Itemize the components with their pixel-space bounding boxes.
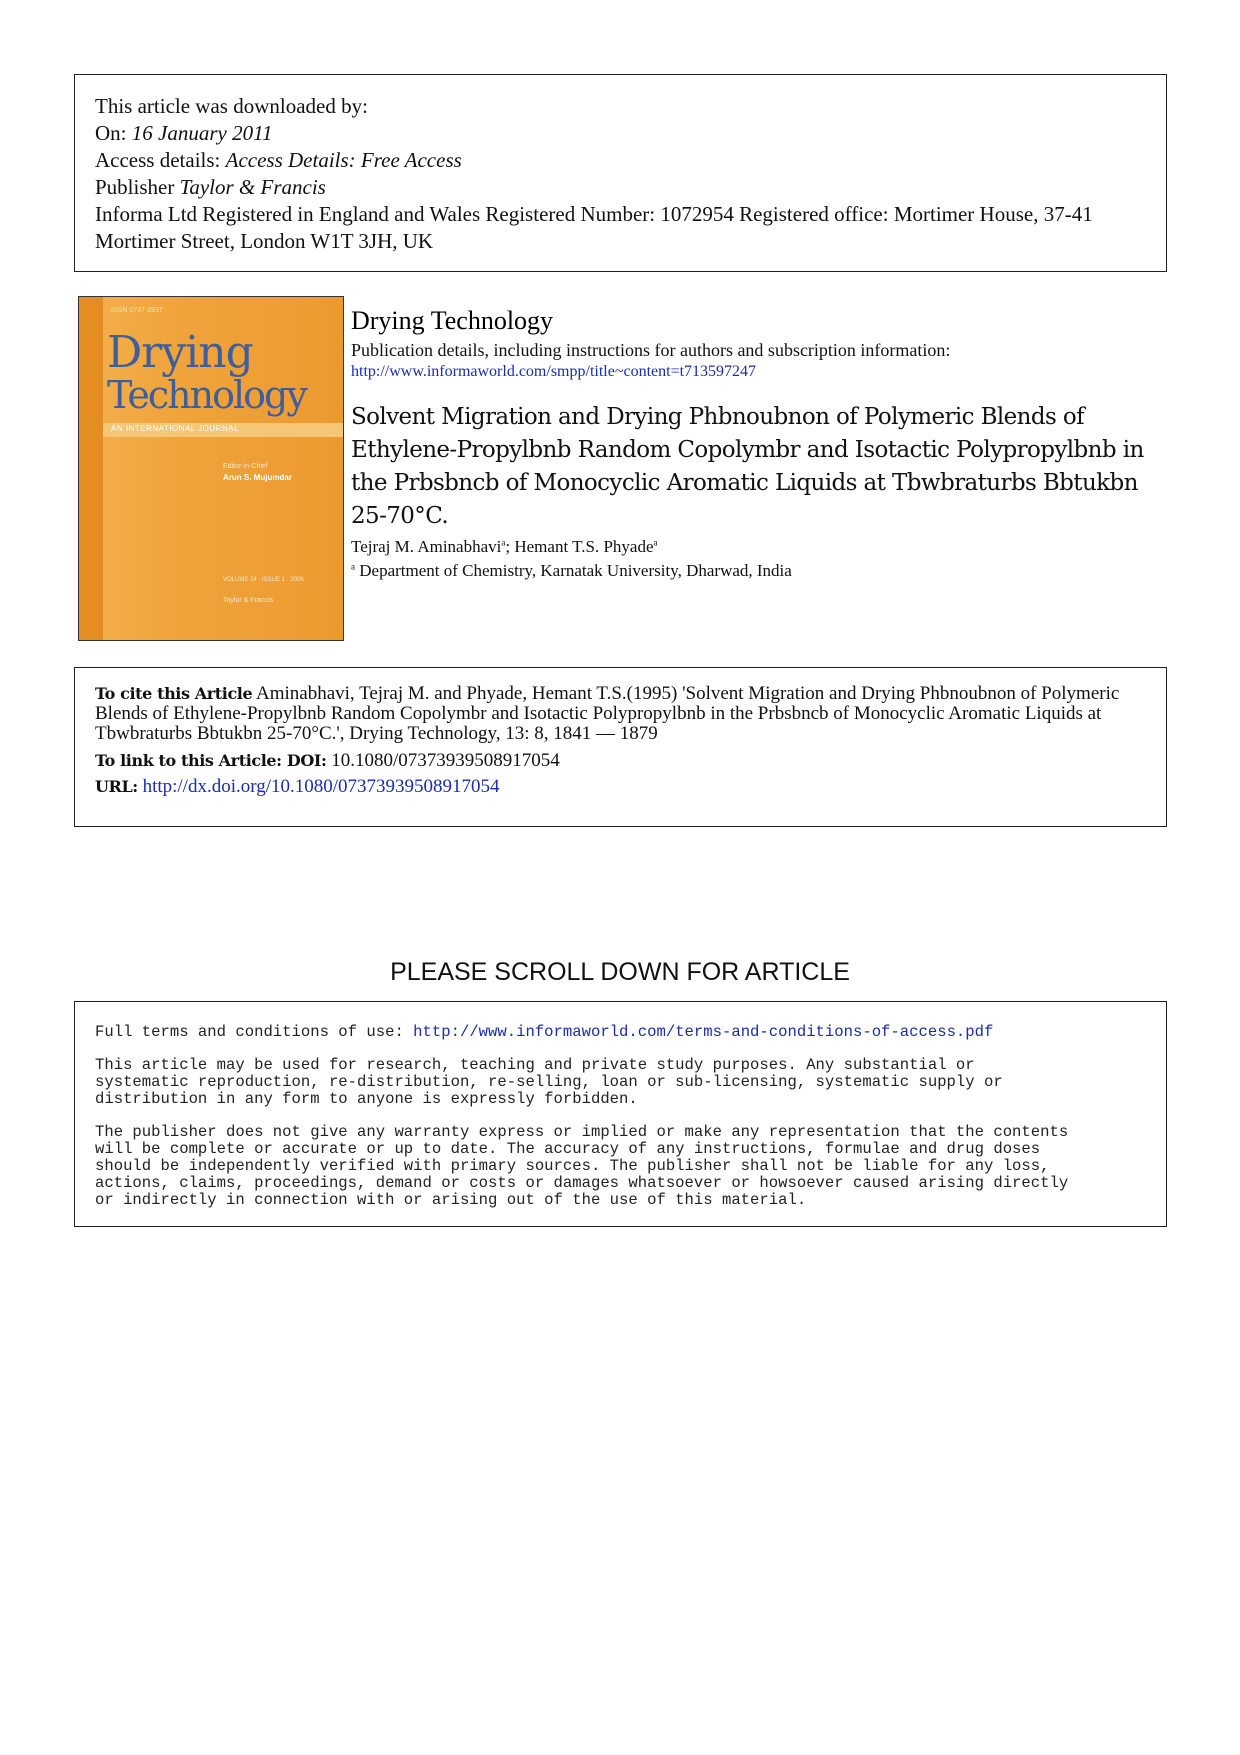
url-label: URL: [95, 777, 138, 796]
cite-label: To cite this Article [95, 684, 253, 703]
access-value: Access Details: Free Access [225, 148, 462, 172]
journal-title: Drying Technology [351, 306, 554, 335]
terms-paragraph-2: The publisher does not give any warranty express or implied or make any representation that the contents will be complete or accurate or up to date. The accuracy of any instructions, formulae and drug doses should be independently verified with primary sources. The publisher shall not be liable for any loss, actions, claims, proceedings, demand or costs or damages whatsoever or howsoever caused arising directly or indirectly in connection with or arising out of the use of this material. [95, 1123, 1069, 1209]
doi-url-link[interactable]: http://dx.doi.org/10.1080/07373939508917054 [137, 776, 500, 797]
terms-label: Full terms and conditions of use: [95, 1023, 414, 1041]
affiliation-marker: a [501, 537, 506, 548]
download-info-box [74, 74, 1167, 272]
doi-label: To link to this Article: DOI: [95, 751, 327, 770]
cover-editor-name: Arun S. Mujumdar [223, 473, 292, 482]
journal-cover-image [78, 296, 344, 641]
cover-stripe [79, 297, 103, 640]
access-details-line [95, 147, 1146, 174]
author-2: Hemant T.S. Phyade [514, 537, 654, 556]
on-label: On: [95, 121, 132, 145]
article-title: Solvent Migration and Drying Phbnoubnon of Polymeric Blends of Ethylene-Propylbnb Random Copolymbr and Isotactic Polypropylbnb in the Prbsbncb of Monocyclic Aromatic Liquids at Tbwbraturbs Bbtukbn 25-70°C. [351, 404, 1144, 529]
cover-issn: ISSN 0737-3937 [111, 307, 163, 314]
terms-box [74, 1001, 1167, 1227]
publisher-value: Taylor & Francis [179, 175, 326, 199]
publisher-line [95, 174, 1146, 201]
affiliation-marker: a [351, 561, 355, 572]
author-1: Tejraj M. Aminabhavi [351, 537, 502, 556]
informa-registration: Informa Ltd Registered in England and Wales Registered Number: 1072954 Registered office: Mortimer House, 37-41 Mortimer Street, London W1T 3JH, UK [95, 202, 1093, 253]
terms-url-link[interactable]: http://www.informaworld.com/terms-and-conditions-of-access.pdf [413, 1023, 994, 1041]
affiliation-text: Department of Chemistry, Karnatak University, Dharwad, India [355, 561, 792, 580]
journal-url-link[interactable]: http://www.informaworld.com/smpp/title~content=t713597247 [351, 363, 757, 380]
cover-volume: VOLUME 24 · ISSUE 1 · 2006 [223, 577, 304, 583]
cover-editor-label: Editor-in-Chief [223, 463, 268, 470]
downloaded-by-line: This article was downloaded by: [95, 94, 368, 118]
doi-value: 10.1080/07373939508917054 [326, 750, 560, 771]
publication-details: Publication details, including instructions for authors and subscription information: [351, 340, 951, 360]
terms-line [95, 1024, 1146, 1041]
access-label: Access details: [95, 148, 226, 172]
scroll-down-message: PLEASE SCROLL DOWN FOR ARTICLE [390, 958, 850, 986]
cite-text: Aminabhavi, Tejraj M. and Phyade, Hemant T.S.(1995) 'Solvent Migration and Drying Phbnoubnon of Polymeric Blends of Ethylene-Propylbnb Random Copolymbr and Isotactic Polypropylbnb in the Prbsbncb of Monocyclic Aromatic Liquids at Tbwbraturbs Bbtukbn 25-70°C.', Drying Technology, 13: 8, 1841 — 1879 [95, 683, 1120, 744]
publisher-label: Publisher [95, 175, 180, 199]
journal-info [351, 306, 1171, 583]
author-separator: ; [505, 537, 515, 556]
terms-paragraph-1: This article may be used for research, teaching and private study purposes. Any substantial or systematic reproduction, re-distribution, re-selling, loan or sub-licensing, systematic supply or distribution in any form to anyone is expressly forbidden. [95, 1056, 1003, 1108]
url-line [95, 776, 1146, 798]
cover-publisher-logo: Taylor & Francis [223, 597, 274, 604]
affiliation-marker: a [653, 537, 658, 548]
doi-line [95, 750, 1146, 772]
download-date: 16 January 2011 [131, 121, 273, 145]
authors [351, 535, 1171, 559]
cover-title-line1: Drying [107, 327, 253, 378]
cover-subtitle: AN INTERNATIONAL JOURNAL [111, 424, 240, 433]
download-date-line [95, 120, 1146, 147]
citation-box [74, 667, 1167, 827]
affiliation [351, 559, 1171, 583]
citation [95, 684, 1146, 744]
cover-title-line2: Technology [107, 373, 306, 417]
